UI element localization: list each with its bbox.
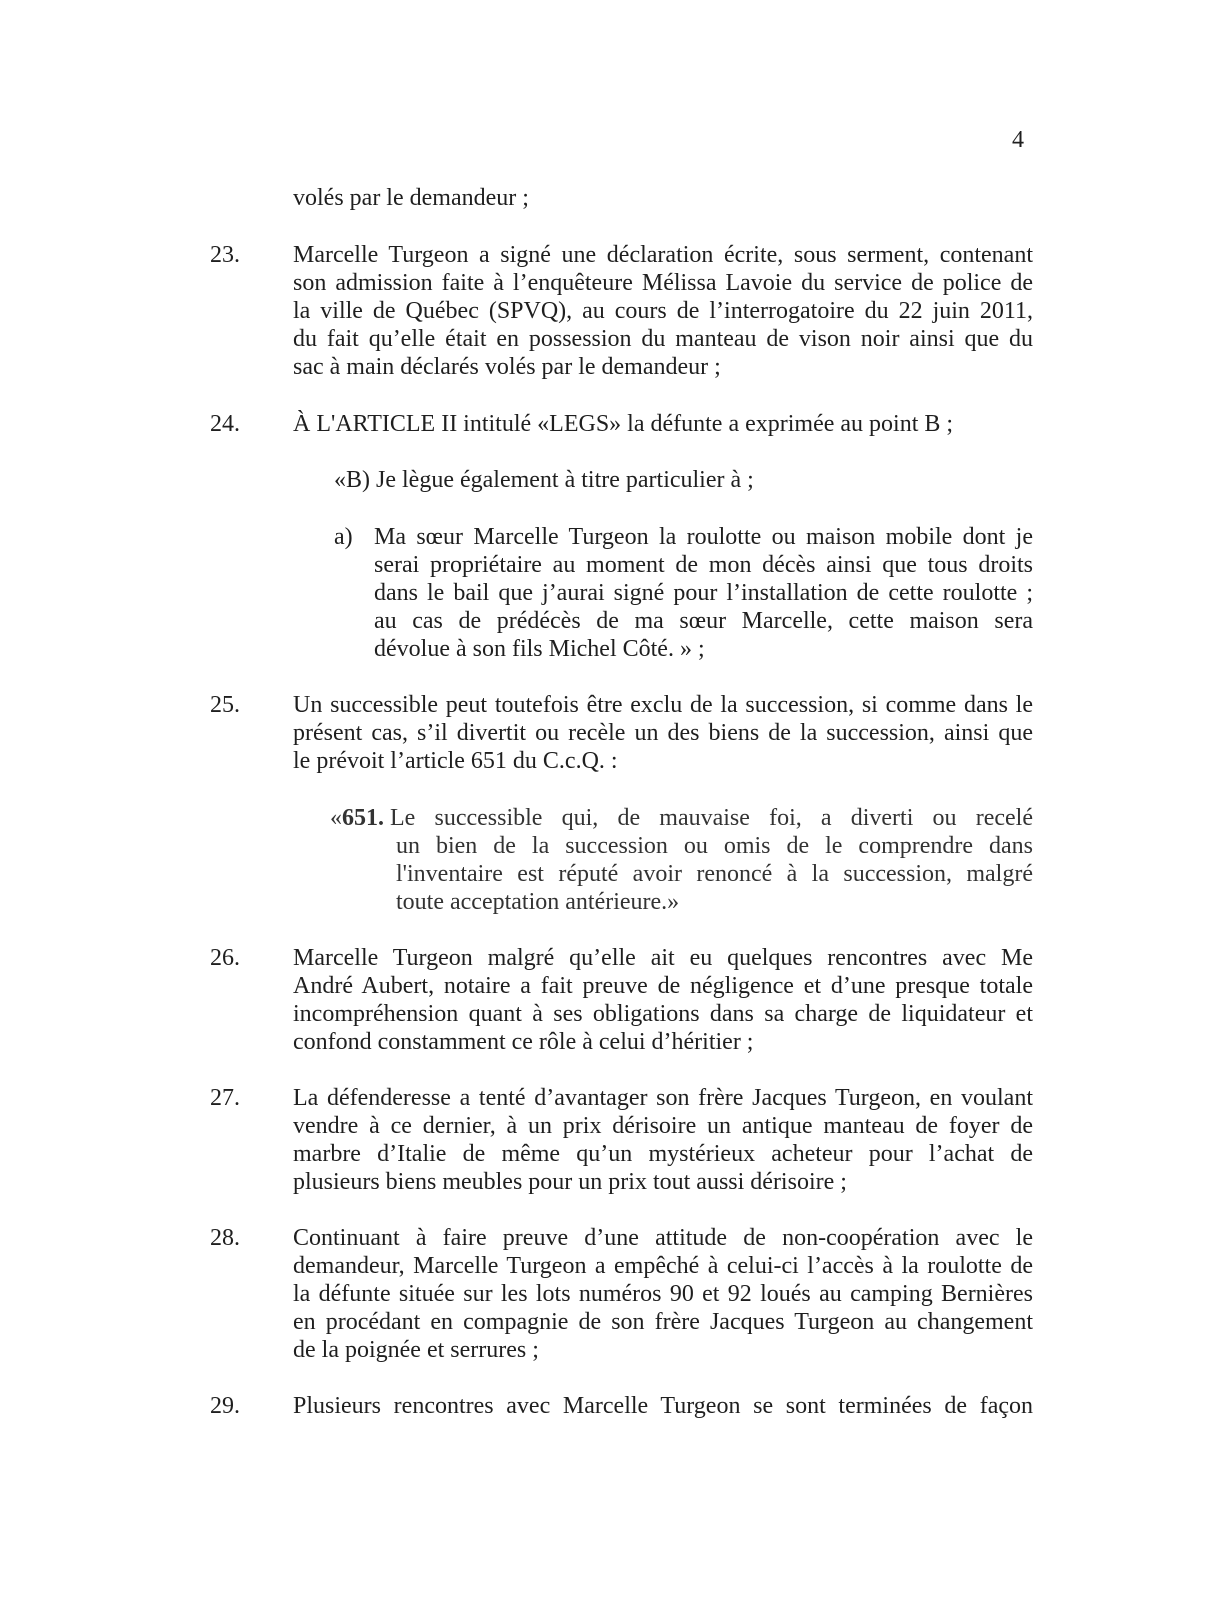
quote-intro: «B) Je lègue également à titre particulier à ; [334, 467, 754, 493]
paragraph-27-line: vendre à ce dernier, à un prix dérisoire un antique manteau de foyer de [293, 1113, 1033, 1139]
paragraph-23-line: son admission faite à l’enquêteure Mélissa Lavoie du service de police de [293, 270, 1033, 296]
quote-line: Ma sœur Marcelle Turgeon la roulotte ou maison mobile dont je [374, 524, 1033, 550]
continuation-line: volés par le demandeur ; [293, 185, 529, 211]
paragraph-28-line: de la poignée et serrures ; [293, 1337, 539, 1363]
citation-open-quote: « [330, 805, 342, 831]
paragraph-number-27: 27. [210, 1085, 240, 1111]
paragraph-number-23: 23. [210, 242, 240, 268]
quote-line: serai propriétaire au moment de mon décès ainsi que tous droits [374, 552, 1033, 578]
paragraph-25-line: Un successible peut toutefois être exclu de la succession, si comme dans le [293, 692, 1033, 718]
paragraph-26-line: incompréhension quant à ses obligations dans sa charge de liquidateur et [293, 1001, 1033, 1027]
paragraph-28-line: Continuant à faire preuve d’une attitude de non-coopération avec le [293, 1225, 1033, 1251]
paragraph-28-line: en procédant en compagnie de son frère Jacques Turgeon au changement [293, 1309, 1033, 1335]
paragraph-26-line: confond constamment ce rôle à celui d’héritier ; [293, 1029, 754, 1055]
paragraph-23-line: du fait qu’elle était en possession du manteau de vison noir ainsi que du [293, 326, 1033, 352]
paragraph-23-line: la ville de Québec (SPVQ), au cours de l’interrogatoire du 22 juin 2011, [293, 298, 1033, 324]
paragraph-number-29: 29. [210, 1393, 240, 1419]
paragraph-24-line: À L'ARTICLE II intitulé «LEGS» la défunte a exprimée au point B ; [293, 411, 954, 437]
paragraph-number-26: 26. [210, 945, 240, 971]
paragraph-26-line: Marcelle Turgeon malgré qu’elle ait eu quelques rencontres avec Me [293, 945, 1033, 971]
citation-line: l'inventaire est réputé avoir renoncé à la succession, malgré [396, 861, 1033, 887]
paragraph-27-line: plusieurs biens meubles pour un prix tout aussi dérisoire ; [293, 1169, 847, 1195]
citation-line: toute acceptation antérieure.» [396, 889, 680, 915]
citation-line: un bien de la succession ou omis de le comprendre dans [396, 833, 1033, 859]
paragraph-number-28: 28. [210, 1225, 240, 1251]
paragraph-25-line: présent cas, s’il divertit ou recèle un des biens de la succession, ainsi que [293, 720, 1033, 746]
paragraph-23-line: Marcelle Turgeon a signé une déclaration écrite, sous serment, contenant [293, 242, 1033, 268]
paragraph-number-25: 25. [210, 692, 240, 718]
page-number: 4 [1012, 127, 1024, 153]
paragraph-27-line: La défenderesse a tenté d’avantager son frère Jacques Turgeon, en voulant [293, 1085, 1033, 1111]
paragraph-26-line: André Aubert, notaire a fait preuve de négligence et d’une presque totale [293, 973, 1033, 999]
quote-item-label: a) [334, 524, 353, 550]
citation-first-line [330, 804, 1033, 833]
citation-article-number: 651. [342, 805, 384, 831]
citation-line: Le successible qui, de mauvaise foi, a diverti ou recelé [390, 805, 1033, 831]
paragraph-29-line: Plusieurs rencontres avec Marcelle Turgeon se sont terminées de façon [293, 1393, 1033, 1419]
paragraph-28-line: la défunte située sur les lots numéros 90 et 92 loués au camping Bernières [293, 1281, 1033, 1307]
paragraph-28-line: demandeur, Marcelle Turgeon a empêché à celui-ci l’accès à la roulotte de [293, 1253, 1033, 1279]
paragraph-27-line: marbre d’Italie de même qu’un mystérieux acheteur pour l’achat de [293, 1141, 1033, 1167]
quote-line: au cas de prédécès de ma sœur Marcelle, cette maison sera [374, 608, 1033, 634]
quote-line: dans le bail que j’aurai signé pour l’installation de cette roulotte ; [374, 580, 1033, 606]
quote-line: dévolue à son fils Michel Côté. » ; [374, 636, 705, 662]
paragraph-25-line: le prévoit l’article 651 du C.c.Q. : [293, 748, 618, 774]
paragraph-number-24: 24. [210, 411, 240, 437]
paragraph-23-line: sac à main déclarés volés par le demandeur ; [293, 354, 721, 380]
